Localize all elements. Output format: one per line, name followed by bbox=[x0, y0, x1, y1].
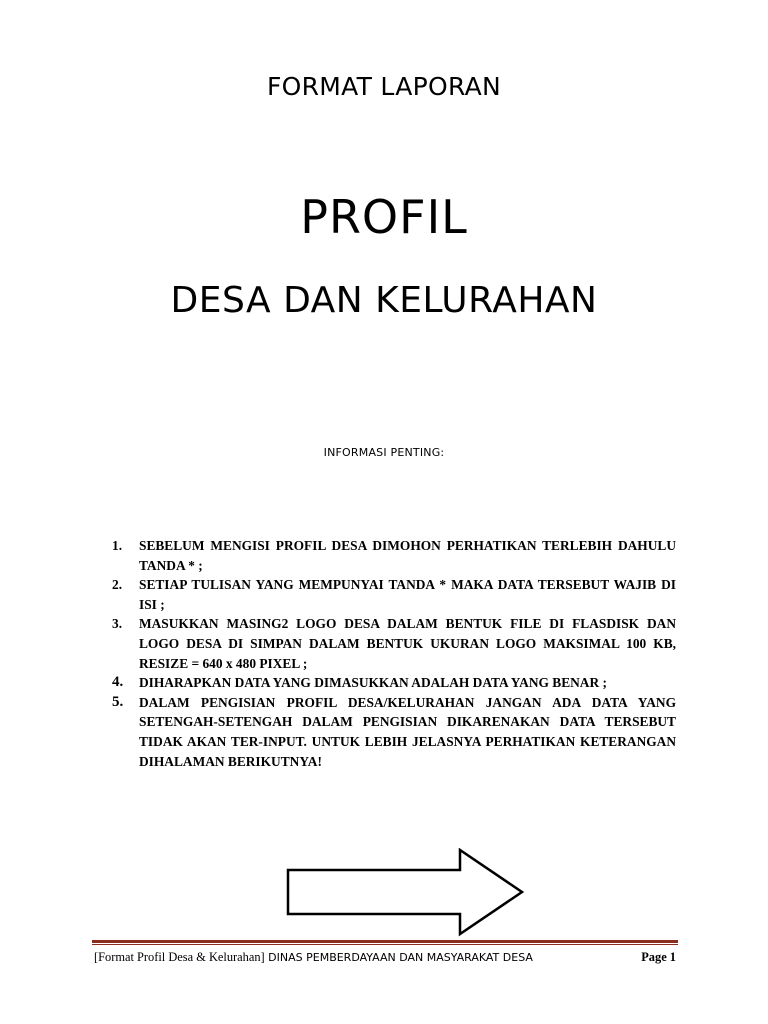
footer-label bbox=[94, 948, 533, 967]
list-item-text: SEBELUM MENGISI PROFIL DESA DIMOHON PERHATIKAN TERLEBIH DAHULU TANDA * ; bbox=[139, 538, 676, 573]
list-item-text: MASUKKAN MASING2 LOGO DESA DALAM BENTUK FILE DI FLASDISK DAN LOGO DESA DI SIMPAN DALAM BENTUK UKURAN LOGO MAKSIMAL 100 KB, RESIZE = 640 x 480 PIXEL ; bbox=[139, 616, 676, 671]
page-footer bbox=[92, 948, 678, 966]
list-item bbox=[112, 614, 676, 673]
list-item-number: 5. bbox=[112, 693, 124, 710]
list-item bbox=[112, 693, 676, 771]
document-title: FORMAT LAPORAN bbox=[266, 72, 502, 101]
list-item-number: 1. bbox=[112, 538, 123, 553]
instruction-list bbox=[112, 536, 676, 771]
document-subheading: DESA DAN KELURAHAN bbox=[170, 280, 598, 321]
list-item-text: DALAM PENGISIAN PROFIL DESA/KELURAHAN JANGAN ADA DATA YANG SETENGAH-SETENGAH DALAM PENGISIAN DIKARENAKAN DATA TERSEBUT TIDAK AKAN TER-INPUT. UNTUK LEBIH JELASNYA PERHATIKAN KETERANGAN DIHALAMAN BERIKUTNYA! bbox=[139, 694, 676, 769]
list-item-number: 2. bbox=[112, 577, 123, 593]
footer-divider-thin bbox=[92, 944, 678, 945]
right-arrow-icon bbox=[286, 848, 526, 938]
info-label: INFORMASI PENTING: bbox=[323, 446, 445, 459]
list-item bbox=[112, 575, 676, 614]
list-item-number: 4. bbox=[112, 674, 124, 691]
footer-document-name: [Format Profil Desa & Kelurahan] bbox=[94, 950, 265, 964]
list-item-text: SETIAP TULISAN YANG MEMPUNYAI TANDA * MAKA DATA TERSEBUT WAJIB DI ISI ; bbox=[139, 577, 676, 612]
list-item bbox=[112, 536, 676, 575]
list-item bbox=[112, 673, 676, 693]
list-item-text: DIHARAPKAN DATA YANG DIMASUKKAN ADALAH DATA YANG BENAR ; bbox=[139, 675, 607, 691]
page-number: Page 1 bbox=[641, 950, 676, 964]
footer-office-name: DINAS PEMBERDAYAAN DAN MASYARAKAT DESA bbox=[264, 951, 533, 964]
document-heading: PROFIL bbox=[300, 190, 468, 244]
footer-divider bbox=[92, 940, 678, 943]
list-item-number: 3. bbox=[112, 616, 123, 632]
